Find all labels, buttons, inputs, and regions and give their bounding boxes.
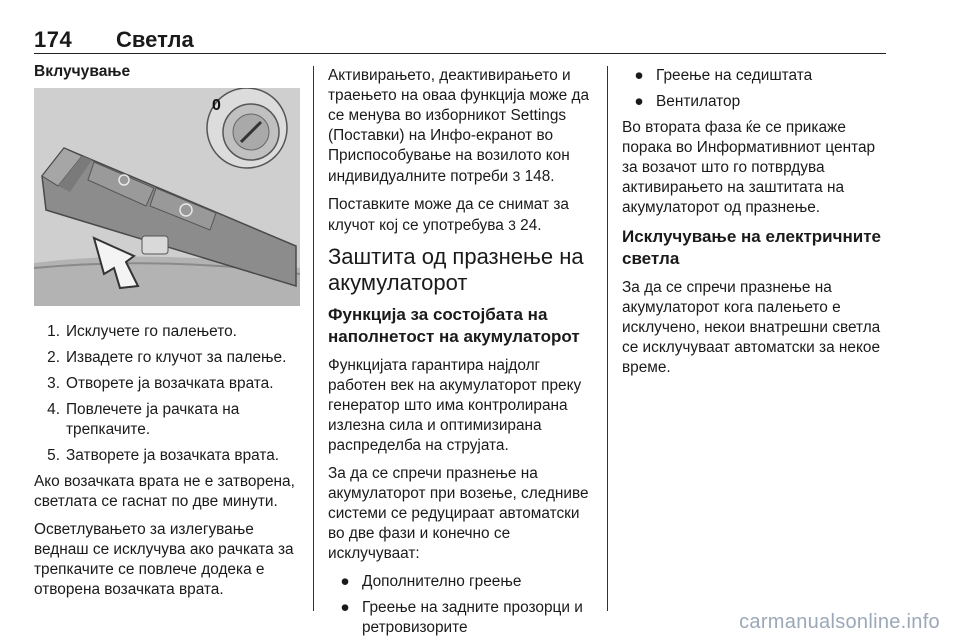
list-item: 4. Повлечете ја рачката на трепкачите. (47, 401, 240, 438)
column-divider-2 (607, 66, 608, 611)
column-3 (622, 66, 888, 386)
column-2 (328, 66, 594, 644)
steps-list (34, 322, 300, 466)
list-item: ● Вентилатор (634, 93, 741, 110)
section-title: Заштита од празнење на акумулаторот (328, 244, 584, 295)
paragraph: Функцијата гарантира најдолг работен век на акумулаторот преку генератор што има контролирана излезна сила и оптимизирана распределба на струјата. (328, 357, 582, 454)
paragraph: Осветлувањето за излегување веднаш се исклучува ако рачката за трепкачите се повлече додека е отворена возачката врата. (34, 521, 294, 598)
paragraph: За да се спречи празнење на акумулаторот кога палењето е исклучено, некои внатрешни светла се исклучуваат автоматски за некое време. (622, 279, 881, 376)
column-1 (34, 62, 300, 608)
subsection-title: Функција за состојбата на наполнетост на акумулаторот (328, 305, 580, 346)
list-item: 5. Затворете ја возачката врата. (47, 447, 280, 464)
list-item: ● Греење на задните прозорци и ретровизорите (340, 599, 583, 636)
figure-label: 0 (212, 97, 221, 114)
list-item: ● Дополнително греење (340, 573, 522, 590)
page-header (34, 27, 886, 54)
list-item: 1. Исклучете го палењето. (47, 323, 237, 340)
paragraph: Ако возачката врата не е затворена, светлата се гаснат по две минути. (34, 473, 295, 510)
stalk-illustration (34, 88, 300, 306)
bullet-list (328, 572, 594, 638)
watermark: carmanualsonline.info (739, 611, 940, 633)
page-ref-arrow-icon: 3 (512, 168, 521, 184)
list-item: 3. Отворете ја возачката врата. (47, 375, 274, 392)
paragraph: Активирањето, деактивирањето и траењето на оваа функција може да се менува во изборникот Settings (Поставки) на Инфо-екранот во Приспособување на возилото кон индивидуалните потреби 3 148. (328, 67, 590, 185)
subheading-switching-on: Вклучување (34, 63, 131, 80)
list-item: 2. Извадете го клучот за палење. (47, 349, 287, 366)
column-divider-1 (313, 66, 314, 611)
bullet-list (622, 66, 888, 112)
stalk-illustration-svg (34, 88, 300, 306)
page-ref-arrow-icon: 3 (508, 217, 516, 233)
list-item: ● Греење на седиштата (634, 67, 813, 84)
paragraph: Поставките може да се снимат за клучот кој се употребува 3 24. (328, 196, 569, 234)
chapter-title: Светла (116, 27, 194, 52)
paragraph: Во втората фаза ќе се прикаже порака во Информативниот центар за возачот што го потврдува активирањето на заштитата на акумулаторот од празнење. (622, 119, 876, 216)
subsection-title: Исклучување на електричните светла (622, 227, 881, 268)
paragraph: За да се спречи празнење на акумулаторот при возење, следниве системи се редуцираат автоматски во две фази и конечно се исклучуваат: (328, 465, 589, 562)
page-number: 174 (34, 27, 73, 52)
